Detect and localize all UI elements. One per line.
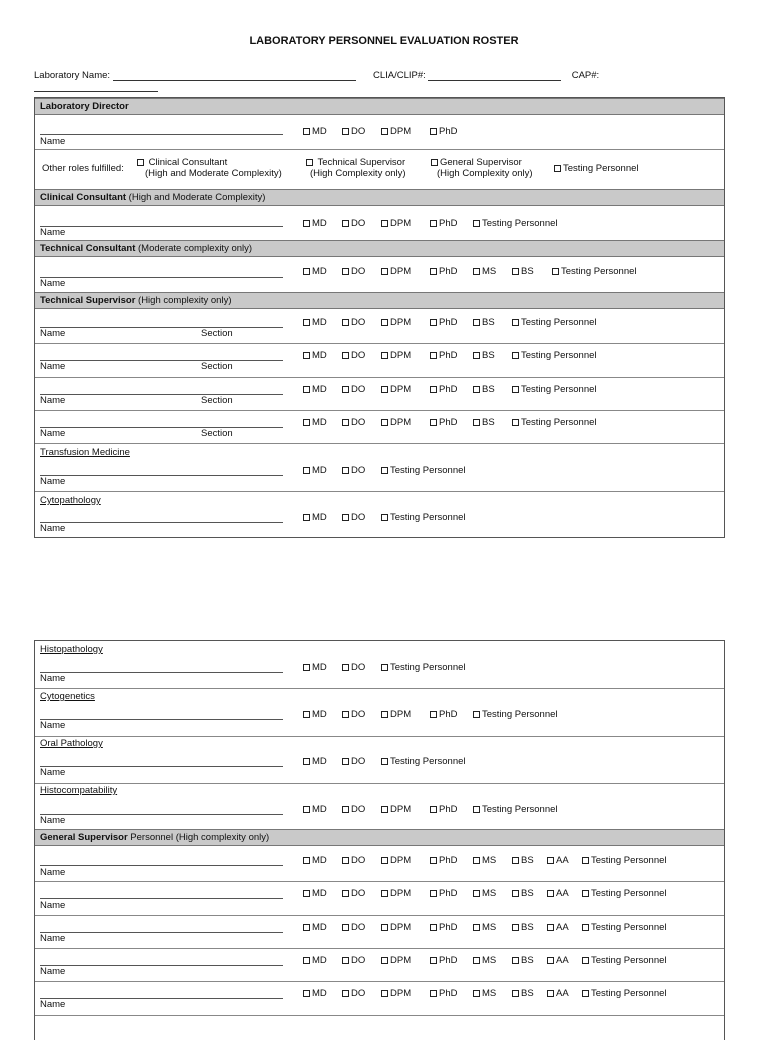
bs-checkbox[interactable]: BS: [473, 317, 495, 328]
other-roles-label: Other roles fulfilled:: [42, 163, 124, 174]
testing-personnel-checkbox[interactable]: Testing Personnel: [512, 417, 597, 428]
md-checkbox[interactable]: MD: [303, 384, 327, 395]
ms-checkbox[interactable]: MS: [473, 988, 496, 999]
name-line[interactable]: [40, 865, 283, 866]
role-general-supervisor[interactable]: General Supervisor (High Complexity only): [431, 157, 533, 179]
aa-checkbox[interactable]: AA: [547, 922, 569, 933]
name-line[interactable]: [40, 766, 283, 767]
dpm-checkbox[interactable]: DPM: [381, 955, 411, 966]
dpm-checkbox[interactable]: DPM: [381, 709, 411, 720]
dpm-checkbox[interactable]: DPM: [381, 804, 411, 815]
do-checkbox[interactable]: DO: [342, 126, 365, 137]
section-header-clinical-consultant: Clinical Consultant (High and Moderate Complexity): [35, 189, 724, 206]
name-label: Name: [40, 933, 66, 944]
phd-checkbox[interactable]: PhD: [430, 855, 457, 866]
name-line[interactable]: [40, 719, 283, 720]
do-checkbox[interactable]: DO: [342, 417, 365, 428]
dpm-checkbox[interactable]: DPM: [381, 988, 411, 999]
specialty-transfusion-medicine: Transfusion Medicine: [40, 447, 130, 458]
section-header-director: Laboratory Director: [35, 98, 724, 115]
ms-checkbox[interactable]: MS: [473, 922, 496, 933]
md-checkbox[interactable]: MD: [303, 888, 327, 899]
bs-checkbox[interactable]: BS: [512, 266, 534, 277]
do-checkbox[interactable]: DO: [342, 384, 365, 395]
name-line[interactable]: [40, 898, 283, 899]
phd-checkbox[interactable]: PhD: [430, 888, 457, 899]
testing-personnel-checkbox[interactable]: Testing Personnel: [473, 709, 558, 720]
roster-table-top: [34, 97, 725, 538]
md-checkbox[interactable]: MD: [303, 922, 327, 933]
name-line[interactable]: [40, 672, 283, 673]
name-line[interactable]: [40, 427, 283, 428]
name-line[interactable]: [40, 360, 283, 361]
name-label: Name: [40, 900, 66, 911]
role-testing-personnel[interactable]: Testing Personnel: [554, 163, 639, 174]
aa-checkbox[interactable]: AA: [547, 855, 569, 866]
do-checkbox[interactable]: DO: [342, 855, 365, 866]
bs-checkbox[interactable]: BS: [473, 417, 495, 428]
specialty-histocompatability: Histocompatability: [40, 785, 118, 796]
aa-checkbox[interactable]: AA: [547, 955, 569, 966]
phd-checkbox[interactable]: PhD: [430, 709, 457, 720]
phd-checkbox[interactable]: PhD: [430, 955, 457, 966]
phd-checkbox[interactable]: PhD: [430, 804, 457, 815]
ms-checkbox[interactable]: MS: [473, 266, 496, 277]
do-checkbox[interactable]: DO: [342, 922, 365, 933]
name-label: Name: [40, 278, 66, 289]
role-clinical-consultant[interactable]: Clinical Consultant (High and Moderate Complexity): [137, 157, 282, 179]
name-line[interactable]: [40, 394, 283, 395]
name-line[interactable]: [40, 226, 283, 227]
do-checkbox[interactable]: DO: [342, 218, 365, 229]
ms-checkbox[interactable]: MS: [473, 888, 496, 899]
section-header-technical-consultant: Technical Consultant (Moderate complexity only): [35, 240, 724, 257]
name-label: Name: [40, 966, 66, 977]
testing-personnel-checkbox[interactable]: Testing Personnel: [473, 218, 558, 229]
cap-label: CAP#:: [571, 70, 600, 81]
testing-personnel-checkbox[interactable]: Testing Personnel: [582, 955, 667, 966]
do-checkbox[interactable]: DO: [342, 756, 365, 767]
md-checkbox[interactable]: MD: [303, 988, 327, 999]
name-label: Name: [40, 815, 66, 826]
do-checkbox[interactable]: DO: [342, 512, 365, 523]
dpm-checkbox[interactable]: DPM: [381, 855, 411, 866]
bs-checkbox[interactable]: BS: [512, 888, 534, 899]
dpm-checkbox[interactable]: DPM: [381, 266, 411, 277]
name-line[interactable]: [40, 134, 283, 135]
testing-personnel-checkbox[interactable]: Testing Personnel: [473, 804, 558, 815]
md-checkbox[interactable]: MD: [303, 350, 327, 361]
lab-name-field[interactable]: [113, 71, 356, 81]
name-label: Name: [40, 136, 66, 147]
ms-checkbox[interactable]: MS: [473, 855, 496, 866]
name-line[interactable]: [40, 475, 283, 476]
testing-personnel-checkbox[interactable]: Testing Personnel: [381, 756, 466, 767]
md-checkbox[interactable]: MD: [303, 417, 327, 428]
role-technical-supervisor[interactable]: Technical Supervisor (High Complexity only): [306, 157, 406, 179]
section-header-general-supervisor: General Supervisor Personnel (High complexity only): [35, 829, 724, 846]
specialty-oral-pathology: Oral Pathology: [40, 738, 103, 749]
name-line[interactable]: [40, 522, 283, 523]
name-label: Name: [40, 720, 66, 731]
name-label: Name: [40, 476, 66, 487]
md-checkbox[interactable]: MD: [303, 218, 327, 229]
bs-checkbox[interactable]: BS: [512, 922, 534, 933]
testing-personnel-checkbox[interactable]: Testing Personnel: [582, 922, 667, 933]
do-checkbox[interactable]: DO: [342, 317, 365, 328]
name-label: Name: [40, 395, 66, 406]
bs-checkbox[interactable]: BS: [512, 955, 534, 966]
md-checkbox[interactable]: MD: [303, 804, 327, 815]
do-checkbox[interactable]: DO: [342, 955, 365, 966]
md-checkbox[interactable]: MD: [303, 855, 327, 866]
name-label: Name: [40, 767, 66, 778]
lab-name-label: Laboratory Name:: [34, 70, 111, 81]
name-line[interactable]: [40, 277, 283, 278]
header-fields: [34, 70, 718, 92]
testing-personnel-checkbox[interactable]: Testing Personnel: [512, 350, 597, 361]
aa-checkbox[interactable]: AA: [547, 988, 569, 999]
testing-personnel-checkbox[interactable]: Testing Personnel: [512, 317, 597, 328]
section-label: Section: [201, 328, 233, 339]
clia-field[interactable]: [428, 71, 561, 81]
bs-checkbox[interactable]: BS: [473, 350, 495, 361]
dpm-checkbox[interactable]: DPM: [381, 317, 411, 328]
testing-personnel-checkbox[interactable]: Testing Personnel: [582, 888, 667, 899]
name-line[interactable]: [40, 814, 283, 815]
testing-personnel-checkbox[interactable]: Testing Personnel: [381, 465, 466, 476]
md-checkbox[interactable]: MD: [303, 756, 327, 767]
md-checkbox[interactable]: MD: [303, 955, 327, 966]
cap-field[interactable]: [34, 82, 158, 92]
md-checkbox[interactable]: MD: [303, 512, 327, 523]
name-line[interactable]: [40, 965, 283, 966]
clia-label: CLIA/CLIP#:: [372, 70, 426, 81]
specialty-cytopathology: Cytopathology: [40, 495, 101, 506]
aa-checkbox[interactable]: AA: [547, 888, 569, 899]
dpm-checkbox[interactable]: DPM: [381, 417, 411, 428]
name-line[interactable]: [40, 327, 283, 328]
dpm-checkbox[interactable]: DPM: [381, 922, 411, 933]
ms-checkbox[interactable]: MS: [473, 955, 496, 966]
phd-checkbox[interactable]: PhD: [430, 988, 457, 999]
name-label: Name: [40, 227, 66, 238]
name-label: Name: [40, 361, 66, 372]
testing-personnel-checkbox[interactable]: Testing Personnel: [582, 988, 667, 999]
testing-personnel-checkbox[interactable]: Testing Personnel: [552, 266, 637, 277]
testing-personnel-checkbox[interactable]: Testing Personnel: [512, 384, 597, 395]
dpm-checkbox[interactable]: DPM: [381, 126, 411, 137]
do-checkbox[interactable]: DO: [342, 804, 365, 815]
do-checkbox[interactable]: DO: [342, 465, 365, 476]
testing-personnel-checkbox[interactable]: Testing Personnel: [381, 662, 466, 673]
do-checkbox[interactable]: DO: [342, 350, 365, 361]
page-title: LABORATORY PERSONNEL EVALUATION ROSTER: [249, 35, 519, 47]
phd-checkbox[interactable]: PhD: [430, 266, 457, 277]
specialty-cytogenetics: Cytogenetics: [40, 691, 95, 702]
do-checkbox[interactable]: DO: [342, 662, 365, 673]
testing-personnel-checkbox[interactable]: Testing Personnel: [582, 855, 667, 866]
phd-checkbox[interactable]: PhD: [430, 126, 457, 137]
section-header-technical-supervisor: Technical Supervisor (High complexity only): [35, 292, 724, 309]
name-label: Name: [40, 523, 66, 534]
testing-personnel-checkbox[interactable]: Testing Personnel: [381, 512, 466, 523]
md-checkbox[interactable]: MD: [303, 709, 327, 720]
bs-checkbox[interactable]: BS: [512, 855, 534, 866]
name-label: Name: [40, 428, 66, 439]
md-checkbox[interactable]: MD: [303, 465, 327, 476]
specialty-histopathology: Histopathology: [40, 644, 103, 655]
md-checkbox[interactable]: MD: [303, 662, 327, 673]
section-label: Section: [201, 395, 233, 406]
name-label: Name: [40, 999, 66, 1010]
bs-checkbox[interactable]: BS: [512, 988, 534, 999]
name-label: Name: [40, 673, 66, 684]
phd-checkbox[interactable]: PhD: [430, 317, 457, 328]
roster-table-bottom: [34, 640, 725, 1040]
phd-checkbox[interactable]: PhD: [430, 218, 457, 229]
section-label: Section: [201, 361, 233, 372]
phd-checkbox[interactable]: PhD: [430, 922, 457, 933]
section-label: Section: [201, 428, 233, 439]
phd-checkbox[interactable]: PhD: [430, 417, 457, 428]
bs-checkbox[interactable]: BS: [473, 384, 495, 395]
dpm-checkbox[interactable]: DPM: [381, 218, 411, 229]
dpm-checkbox[interactable]: DPM: [381, 384, 411, 395]
md-checkbox[interactable]: MD: [303, 317, 327, 328]
do-checkbox[interactable]: DO: [342, 709, 365, 720]
do-checkbox[interactable]: DO: [342, 266, 365, 277]
dpm-checkbox[interactable]: DPM: [381, 350, 411, 361]
name-line[interactable]: [40, 932, 283, 933]
name-label: Name: [40, 867, 66, 878]
dpm-checkbox[interactable]: DPM: [381, 888, 411, 899]
do-checkbox[interactable]: DO: [342, 988, 365, 999]
do-checkbox[interactable]: DO: [342, 888, 365, 899]
phd-checkbox[interactable]: PhD: [430, 350, 457, 361]
md-checkbox[interactable]: MD: [303, 126, 327, 137]
name-label: Name: [40, 328, 66, 339]
md-checkbox[interactable]: MD: [303, 266, 327, 277]
name-line[interactable]: [40, 998, 283, 999]
phd-checkbox[interactable]: PhD: [430, 384, 457, 395]
